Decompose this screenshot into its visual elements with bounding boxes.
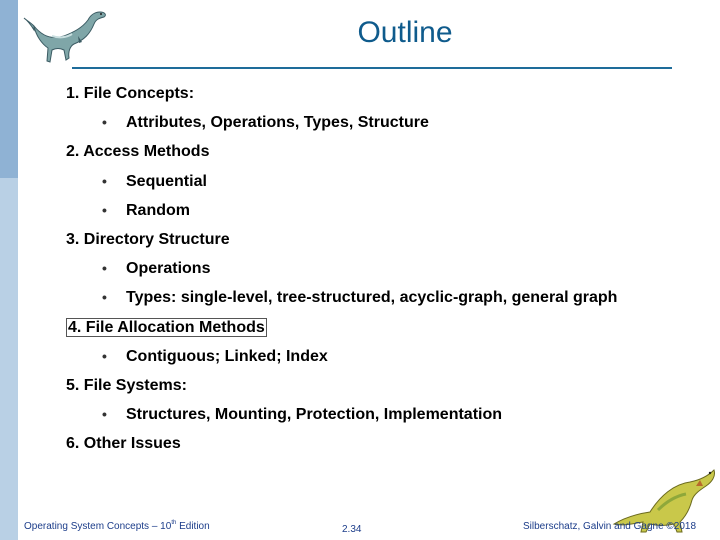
bullet-icon: • [102, 260, 107, 277]
footer-authors: Silberschatz, Galvin and Gagne ©2018 [523, 521, 697, 532]
footer-page-number: 2.34 [342, 524, 362, 535]
highlighted-heading: 4. File Allocation Methods [68, 318, 265, 336]
sidebar-stripe-top [0, 0, 18, 178]
heading-directory-structure: 3. Directory Structure [66, 230, 230, 248]
bullet-item: • Types: single-level, tree-structured, acyclic-graph, general graph [66, 283, 706, 312]
dinosaur-icon [22, 6, 112, 68]
bullet-icon: • [102, 201, 107, 218]
title-divider [72, 67, 672, 69]
bullet-item: • Attributes, Operations, Types, Structure [66, 108, 706, 137]
bullet-item: • Sequential [66, 167, 706, 196]
bullet-icon: • [102, 172, 107, 189]
bullet-item: • Random [66, 196, 706, 225]
sidebar-stripe [0, 0, 18, 540]
bullet-item: • Contiguous; Linked; Index [66, 342, 706, 371]
heading-access-methods: 2. Access Methods [66, 143, 210, 161]
bullet-item: • Structures, Mounting, Protection, Implementation [66, 400, 706, 429]
sidebar-stripe-bottom [0, 178, 18, 540]
bullet-icon: • [102, 347, 107, 364]
footer-book-title: Operating System Concepts – 10th Edition [24, 520, 210, 532]
slide-title: Outline [357, 16, 453, 49]
outline-list [66, 79, 706, 458]
bullet-icon: • [102, 289, 107, 306]
heading-file-systems: 5. File Systems: [66, 376, 187, 394]
bullet-icon: • [102, 114, 107, 131]
bullet-icon: • [102, 406, 107, 423]
bullet-item: • Operations [66, 254, 706, 283]
heading-file-concepts: 1. File Concepts: [66, 85, 195, 102]
heading-other-issues: 6. Other Issues [66, 435, 181, 453]
heading-file-allocation-methods [66, 313, 706, 342]
